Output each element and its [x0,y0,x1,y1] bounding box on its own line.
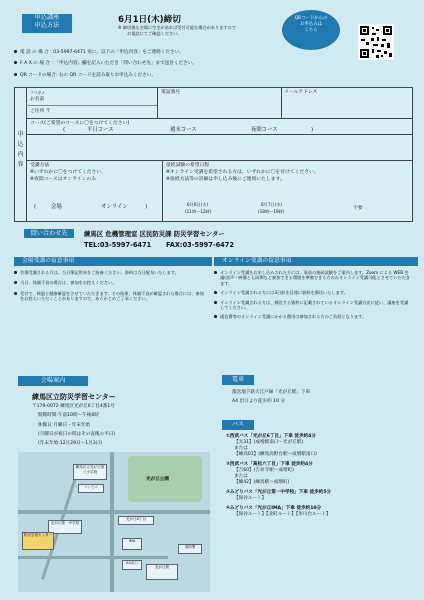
divider [281,88,282,118]
venue-tag: 会場案内 [18,376,88,386]
qr-code-icon [358,24,394,60]
name-field[interactable]: お名前 [30,97,45,102]
venue-hours: 開館時間:午前10時～午後6時 [38,413,99,418]
furigana-label: フリガナ [30,90,45,95]
side-char-1: 申 [17,131,24,138]
apply-tag-line2: 申込方法 [34,22,60,29]
test-date-none[interactable]: 不要 [353,206,363,211]
divider [26,134,412,135]
bus-route-1 [226,434,414,458]
bus-route-2-line4: 【練42】(練馬駅～成増町) [234,480,290,485]
course-weekend[interactable]: 週末コース [170,127,197,133]
contact-org: 練馬区 危機管理室 区民防災課 防災学習センター [84,230,225,238]
qr-bubble-line1: QRコードからの [294,16,328,21]
method-qr: QR コードの場合: 右の QR コードを読み取りお申込みください。 [14,73,156,79]
venue-map [18,452,210,592]
venue-closed-note-1: (月曜日が祝日の時はその直後の平日) [38,432,116,437]
test-time-2: (18時～19時) [258,209,285,214]
apply-tag-line1: 申込講座 [34,14,60,21]
deadline-note-2: お電話にてご確認ください。 [127,31,182,36]
deadline: 6月1日(木)締切 [118,15,181,25]
phone-field[interactable]: 電話番号 [161,90,181,95]
online-note-1: オンライン受講をお申し込みされた方には、事前の接続試験をご案内します。Zoom による WEB 会議(音声・映像とも同期など参加できる環境を準備できる方のみオンライン受講可能とさせていただきます。 [214,270,410,286]
bus-route-3 [226,490,414,502]
map-school [73,464,107,480]
method-fax: F A X の 場 合 : 「申込内容」欄を記入いただき「問い合わせ先」まで送付ください。 [14,61,197,67]
bus-routes [226,434,414,518]
map-busstop-1-label: 光が丘6丁目 [125,517,147,521]
bus-route-2-line2: 【吉60】(吉祥寺駅～成増町) [234,468,294,473]
divider [26,88,27,221]
divider [26,118,412,119]
road [110,452,114,592]
format-online[interactable]: オンライン [101,204,128,210]
train-line-1: 都営地下鉄大江戸線「光が丘駅」下車 [232,390,311,395]
qr-code[interactable] [358,24,394,60]
course-night[interactable]: 夜間コース [251,127,278,133]
map-exit-label: A4出口 [126,561,138,565]
test-date-1[interactable]: 6月6日(火) [187,202,209,207]
format-paren-open: ( [34,204,37,210]
side-char-3: 内 [17,151,24,158]
online-notes-title: オンライン受講の留意事項 [214,257,418,266]
deadline-note-1: ※ 締切後も会場に空きがあれば受付可能な場合がありますので [118,25,236,30]
venue-note-2: 当日、体調不良の場合は、参加をお控えください。 [14,280,204,285]
venue-closed: 休館日:月曜日・年末年始 [38,423,91,428]
divider [157,88,158,118]
map-fire-label: 消防署 [184,545,196,549]
format-note-2: ※夜間コースはオンラインのみ [30,177,96,182]
map-busstop-2-label: 光が丘第一中学校 [50,521,80,525]
course-paren-open: ( [63,127,66,133]
map-park: 光が丘公園 [146,477,169,482]
bus-route-1-line4: 【練高01】(練馬高野台駅～成増駅南口) [234,452,317,457]
venue-note-1: 会場受講される方は、当日筆記用具をご持参ください。資料は当日配布いたします。 [14,270,204,275]
bus-route-1-line3: または [234,446,248,451]
email-field[interactable]: メールアドレス [284,90,318,95]
side-char-2: 込 [17,141,24,148]
online-note-4: 通信費等のオンライン受講にかかる費用は参加される方のご負担となります。 [214,314,410,319]
qr-bubble-line3: こちら [304,28,318,33]
bus-route-2-head: ②西武バス「高松六丁目」下車 徒歩約4分 [226,462,313,467]
format-note-1: ※いずれかに〇をつけてください。 [30,170,106,175]
format-venue[interactable]: 会場 [51,204,62,210]
test-date-2[interactable]: 6月7日(水) [261,202,283,207]
map-school-label: 練馬区立光が丘第八小学校 [75,465,105,474]
map-station [146,564,178,580]
online-note-3: オンライン受講される方は、郵送する資料に記載されているオンライン受講方法に従い、講座を受講してください。 [214,300,410,311]
format-title: 受講方法 [30,163,50,168]
road [18,510,210,514]
venue-notes-title: 会場受講の留意事項 [14,257,212,266]
map-busstop-1 [118,516,154,525]
train-tag: 電車 [222,375,254,385]
contact-tel[interactable]: TEL:03-5997-6471 [84,241,152,249]
course-weekday[interactable]: 平日コース [87,127,114,133]
divider [26,105,157,106]
address-field[interactable]: ご住所 〒 [30,109,51,114]
bus-route-3-line2: 【保谷ルート】 [234,496,267,501]
map-center-label: 防災学習センター [23,533,53,537]
contact-fax: FAX:03-5997-6472 [166,241,234,249]
map-ima [122,538,142,550]
online-note-2: オンライン受講される方には3日前を目途に資料を郵送いたします。 [214,290,410,295]
map-station-label: 光が丘駅 [154,565,170,569]
bus-route-2 [226,462,414,486]
divider [162,160,163,221]
train-line-2: A4 出口より徒歩約 10 分 [232,399,286,404]
contact-tag: 問い合わせ先 [24,229,74,238]
map-fire [178,544,202,554]
venue-note-3: 受付で、検温と健康確認をさせていただきます。その結果、体調不良が確認された場合には、参加をお控えいただくことがありますので、あらかじめご了承ください。 [14,291,204,302]
map-conbini [78,484,104,493]
qr-bubble [282,10,340,50]
road [18,556,168,559]
side-char-4: 容 [17,161,24,168]
bus-route-4-line2: 【保谷ルート】【北町ルート】【氷川台ルート】 [234,512,331,517]
bus-route-1-line2: 【光31】(成増駅南口～光が丘駅) [234,440,304,445]
form-side-label [15,88,26,221]
venue-address: 〒179-0072 練馬区光が丘6丁目4番1号 [32,404,115,409]
map-ima-label: IMA [128,539,136,543]
test-note-1: ※オンライン受講を希望される方は、いずれかに〇を付けてください。 [166,170,319,175]
qr-bubble-line2: お申込みは [300,22,322,27]
test-time-1: (11時～12時) [185,209,212,214]
bus-route-4-head: ④みどりバス「光が丘IMA」下車 徒歩約10分 [226,506,322,511]
test-title: 接続試験の希望日程 [166,163,210,168]
format-paren-close: ) [145,204,148,210]
venue-name: 練馬区立防災学習センター [32,393,116,401]
course-paren-close: ) [311,127,314,133]
bus-route-4 [226,506,414,518]
method-phone: 電 話 の 場 合 : 03-5997-6471 宛に、以下の「申込内容」をご連絡ください。 [14,50,184,56]
bus-route-2-line3: または [234,474,248,479]
map-conbini-label: コンビニ [83,485,99,489]
application-form [14,87,413,222]
bus-tag: バス [222,420,254,430]
online-notes-list [214,270,410,320]
divider [26,160,412,161]
test-note-2: ※接続方法等の詳細は申し込み後にご連絡いたします。 [166,177,285,182]
venue-notes-list [14,270,204,302]
bus-route-1-head: ①西武バス「光が丘6丁目」下車 徒歩約4分 [226,434,316,439]
map-center [22,532,54,550]
map-exit [122,560,142,570]
apply-tag [22,14,72,33]
bus-route-3-head: ③みどりバス「光が丘第一中学校」下車 徒歩約5分 [226,490,332,495]
venue-closed-note-2: (年末年始:12月29日～1月3日) [38,441,103,446]
course-header: コース(ご希望のコースに〇をつけてください) [30,121,130,126]
